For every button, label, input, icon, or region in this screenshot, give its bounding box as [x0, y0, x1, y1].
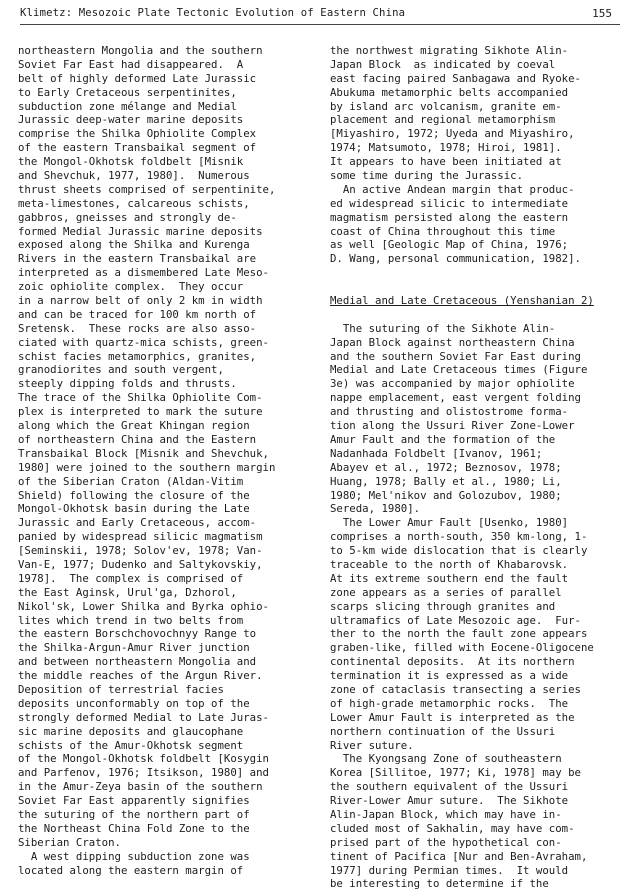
text-line: 3e) was accompanied by major ophiolite [330, 377, 575, 391]
text-line: 1978]. The complex is comprised of [18, 571, 244, 585]
text-line: the southern equivalent of the Ussuri [330, 780, 569, 794]
text-line: northern continuation of the Ussuri [330, 724, 556, 738]
text-line: Nikol'sk, Lower Shilka and Byrka ophio- [18, 599, 269, 613]
text-line: 1980; Mel'nikov and Golozubov, 1980; [330, 488, 562, 502]
text-line: the suturing of the northern part of [18, 807, 250, 821]
text-line: the middle reaches of the Argun River. [18, 669, 263, 683]
text-line: D. Wang, personal communication, 1982]. [330, 252, 581, 266]
text-line: comprise the Shilka Ophiolite Complex [18, 127, 257, 141]
text-line: coast of China throughout this time [330, 224, 556, 238]
text-line: formed Medial Jurassic marine deposits [18, 224, 263, 238]
text-line: the northwest migrating Sikhote Alin- [330, 44, 569, 57]
text-line: River-Lower Amur suture. The Sikhote [330, 794, 569, 808]
text-line: the Shilka-Argun-Amur River junction [18, 641, 250, 655]
text-line: as well [Geologic Map of China, 1976; [330, 238, 569, 252]
text-line: tinent of Pacifica [Nur and Ben-Avraham, [330, 849, 588, 863]
text-line: ultramafics of Late Mesozoic age. Fur- [330, 613, 581, 627]
text-line: Japan Block against northeastern China [330, 335, 575, 349]
text-line: ther to the north the fault zone appears [330, 627, 588, 641]
text-line: and can be traced for 100 km north of [18, 307, 257, 321]
text-line: thrust sheets comprised of serpentinite, [18, 182, 276, 196]
text-line: Siberian Craton. [18, 835, 121, 849]
text-line: granodiorites and south vergent, [18, 363, 224, 377]
text-line: meta-limestones, calcareous schists, [18, 196, 250, 210]
left-column [18, 44, 310, 877]
text-line: and thrusting and olistostrome forma- [330, 405, 569, 419]
text-line: cluded most of Sakhalin, may have com- [330, 821, 575, 835]
text-line: be interesting to determine if the [330, 877, 549, 891]
text-line: Lower Amur Fault is interpreted as the [330, 710, 575, 724]
text-line: Shield) following the closure of the [18, 488, 250, 502]
text-line: lites which trend in two belts from [18, 613, 244, 627]
text-line: traceable to the north of Khabarovsk. [330, 557, 569, 571]
text-line: Soviet Far East had disappeared. A [18, 57, 244, 71]
text-line: the East Aginsk, Urul'ga, Dzhorol, [18, 585, 237, 599]
running-title: Klimetz: Mesozoic Plate Tectonic Evolution of Eastern China [20, 7, 406, 19]
text-line: along which the Great Khingan region [18, 419, 250, 433]
text-line: [Seminskii, 1978; Solov'ev, 1978; Van- [18, 544, 263, 558]
text-line: graben-like, filled with Eocene-Oligocene [330, 641, 594, 655]
text-line: northeastern Mongolia and the southern [18, 44, 263, 57]
text-line: sic marine deposits and glaucophane [18, 724, 244, 738]
text-line: Mongol-Okhotsk basin during the Late [18, 502, 250, 516]
header-rule [20, 24, 620, 25]
text-line: the Northeast China Fold Zone to the [18, 821, 250, 835]
text-line: of high-grade metamorphic rocks. The [330, 696, 569, 710]
text-line: strongly deformed Medial to Late Juras- [18, 710, 269, 724]
text-line: At its extreme southern end the fault [330, 571, 569, 585]
text-line: It appears to have been initiated at [330, 155, 562, 169]
text-line: Medial and Late Cretaceous times (Figure [330, 363, 588, 377]
text-line: Soviet Far East apparently signifies [18, 794, 250, 808]
text-line: ciated with quartz-mica schists, green- [18, 335, 269, 349]
text-line: and Shevchuk, 1977, 1980]. Numerous [18, 169, 250, 183]
text-line: Sretensk. These rocks are also asso- [18, 321, 257, 335]
text-line: Transbaikal Block [Misnik and Shevchuk, [18, 446, 269, 460]
text-line: to 5-km wide dislocation that is clearly [330, 544, 588, 558]
page-header [20, 7, 612, 25]
spacer [330, 266, 626, 280]
text-line: Sereda, 1980]. [330, 502, 421, 516]
text-line: continental deposits. At its northern [330, 655, 575, 669]
text-line: of northeastern China and the Eastern [18, 432, 257, 446]
text-line: of the eastern Transbaikal segment of [18, 141, 257, 155]
text-line: east facing paired Sanbagawa and Ryoke- [330, 71, 581, 85]
text-line: comprises a north-south, 350 km-long, 1- [330, 530, 588, 544]
text-line: Jurassic and Early Cretaceous, accom- [18, 516, 257, 530]
text-line: belt of highly deformed Late Jurassic [18, 71, 257, 85]
text-line: subduction zone mélange and Medial [18, 99, 237, 113]
text-line: plex is interpreted to mark the suture [18, 405, 263, 419]
text-line: Alin-Japan Block, which may have in- [330, 807, 562, 821]
text-line: zoic ophiolite complex. They occur [18, 280, 244, 294]
text-line: by island arc volcanism, granite em- [330, 99, 562, 113]
text-line: in the Amur-Zeya basin of the southern [18, 780, 263, 794]
text-line: and the southern Soviet Far East during [330, 349, 581, 363]
text-line: The Lower Amur Fault [Usenko, 1980] [330, 516, 569, 530]
text-line: and between northeastern Mongolia and [18, 655, 257, 669]
text-line: The suturing of the Sikhote Alin- [330, 321, 556, 335]
text-line: A west dipping subduction zone was [18, 849, 250, 863]
text-line: Huang, 1978; Bally et al., 1980; Li, [330, 474, 562, 488]
right-column-bottom [330, 322, 626, 891]
spacer [330, 280, 626, 294]
text-line: River suture. [330, 738, 414, 752]
text-line: to Early Cretaceous serpentinites, [18, 85, 237, 99]
text-line: Nadanhada Foldbelt [Ivanov, 1961; [330, 446, 543, 460]
text-line: Rivers in the eastern Transbaikal are [18, 252, 257, 266]
text-line: some time during the Jurassic. [330, 169, 524, 183]
text-line: prised part of the hypothetical con- [330, 835, 562, 849]
text-line: exposed along the Shilka and Kurenga [18, 238, 250, 252]
text-line: gabbros, gneisses and strongly de- [18, 210, 237, 224]
text-line: zone of cataclasis transecting a series [330, 682, 581, 696]
text-line: located along the eastern margin of [18, 863, 244, 877]
text-line: ed widespread silicic to intermediate [330, 196, 569, 210]
text-line: 1980] were joined to the southern margin [18, 460, 276, 474]
text-line: steeply dipping folds and thrusts. [18, 377, 237, 391]
text-line: The Kyongsang Zone of southeastern [330, 752, 562, 766]
text-line: interpreted as a dismembered Late Meso- [18, 266, 269, 280]
text-line: 1974; Matsumoto, 1978; Hiroi, 1981]. [330, 141, 562, 155]
text-line: the Mongol-Okhotsk foldbelt [Misnik [18, 155, 244, 169]
text-line: panied by widespread silicic magmatism [18, 530, 263, 544]
text-line: of the Siberian Craton (Aldan-Vitim [18, 474, 244, 488]
text-line: 1977] during Permian times. It would [330, 863, 569, 877]
text-line: nappe emplacement, east vergent folding [330, 391, 581, 405]
text-line: Deposition of terrestrial facies [18, 682, 224, 696]
text-line: and Parfenov, 1976; Itsikson, 1980] and [18, 766, 269, 780]
text-line: termination it is expressed as a wide [330, 669, 569, 683]
section-heading: Medial and Late Cretaceous (Yenshanian 2) [330, 294, 594, 308]
text-line: the eastern Borschchovochnyy Range to [18, 627, 257, 641]
text-line: tion along the Ussuri River Zone-Lower [330, 419, 575, 433]
text-line: placement and regional metamorphism [330, 113, 556, 127]
right-column-top [330, 44, 626, 266]
spacer [330, 308, 626, 322]
text-line: deposits unconformably on top of the [18, 696, 250, 710]
text-line: zone appears as a series of parallel [330, 585, 562, 599]
text-line: Japan Block as indicated by coeval [330, 57, 556, 71]
text-line: schist facies metamorphics, granites, [18, 349, 257, 363]
text-line: Korea [Sillitoe, 1977; Ki, 1978] may be [330, 766, 581, 780]
text-line: magmatism persisted along the eastern [330, 210, 569, 224]
text-line: in a narrow belt of only 2 km in width [18, 294, 263, 308]
text-line: Abukuma metamorphic belts accompanied [330, 85, 569, 99]
text-line: scarps slicing through granites and [330, 599, 556, 613]
text-line: The trace of the Shilka Ophiolite Com- [18, 391, 263, 405]
text-line: Amur Fault and the formation of the [330, 432, 556, 446]
text-line: An active Andean margin that produc- [330, 182, 575, 196]
text-line: schists of the Amur-Okhotsk segment [18, 738, 244, 752]
text-line: Abayev et al., 1972; Beznosov, 1978; [330, 460, 562, 474]
text-line: Van-E, 1977; Dudenko and Saltykovskiy, [18, 557, 263, 571]
text-line: of the Mongol-Okhotsk foldbelt [Kosygin [18, 752, 269, 766]
page-number: 155 [592, 7, 612, 20]
right-column [330, 44, 626, 891]
text-line: [Miyashiro, 1972; Uyeda and Miyashiro, [330, 127, 575, 141]
text-line: Jurassic deep-water marine deposits [18, 113, 244, 127]
